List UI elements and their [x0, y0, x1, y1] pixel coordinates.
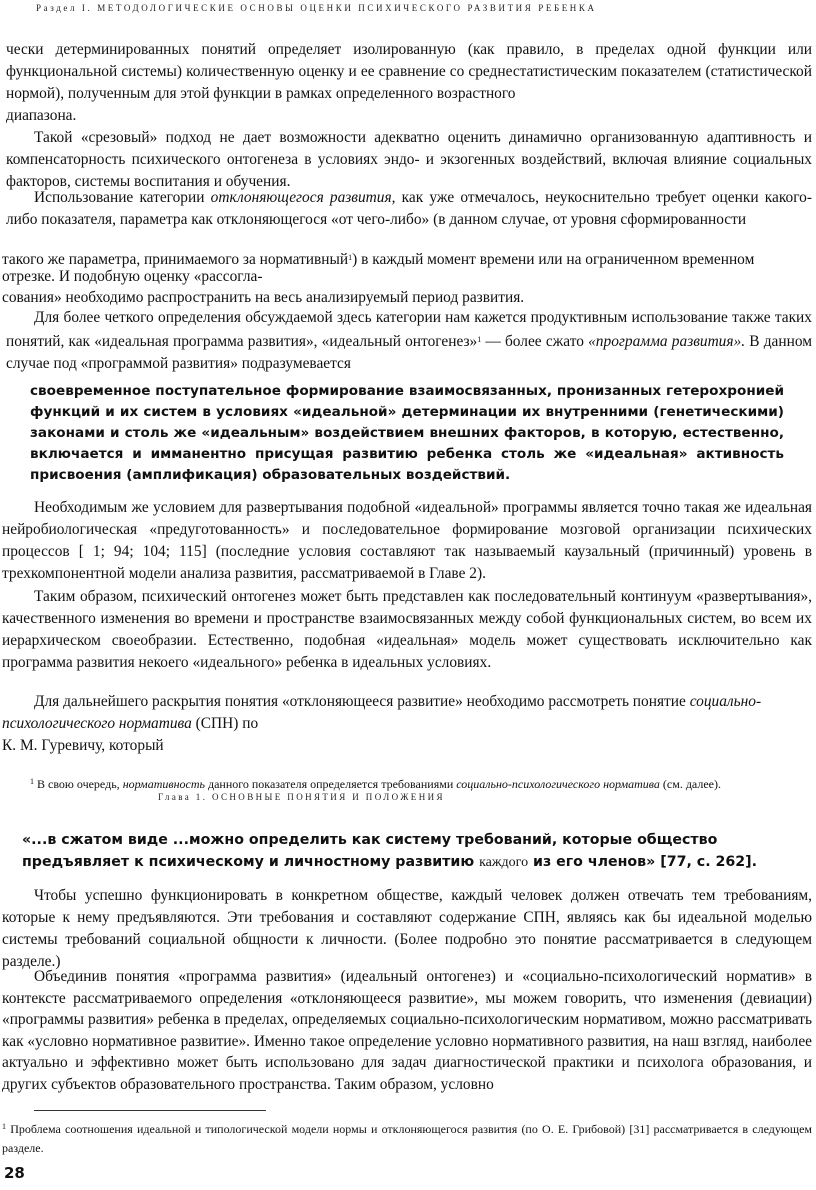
footnote-divider	[34, 1110, 266, 1111]
paragraph-4-emphasis: «программа развития».	[588, 333, 746, 350]
paragraph-3-emphasis: отклоняющегося развития,	[210, 189, 396, 206]
page-number: 28	[4, 1164, 25, 1182]
quote-block	[22, 829, 792, 874]
footnote-mid	[30, 772, 721, 794]
footnote-mid-mark: 1	[30, 777, 34, 786]
quote-plain-word: каждого	[479, 855, 529, 870]
paragraph-4	[6, 307, 812, 375]
paragraph-4-text-a: Для более четкого определения обсуждаемой здесь категории нам кажется продуктивным использование также таких понятий, как «идеальная программа развития», «идеальный онтогенез»	[6, 309, 812, 350]
paragraph-1	[6, 39, 812, 105]
footnote-bottom-text: Проблема соотношения идеальной и типологической модели нормы и отклоняющегося развития (по О. Е. Грибовой) [31] рассматривается в следующем разделе.	[2, 1122, 812, 1155]
paragraph-3-line-2-text: такого же параметра, принимаемого за нормативный	[2, 251, 349, 268]
paragraph-5: Необходимым же условием для развертывания подобной «идеальной» программы является точно такая же идеальная нейробиологическая «предуготованность» и последовательное формирование мозговой организации психических процессов [ 1; 94; 104; 115] (последние условия составляют так называемый каузальный (причинный) уровень в трехкомпонентной модели анализа развития, рассматриваемой в Главе 2).	[2, 499, 812, 582]
footnote-mid-emphasis-1: нормативность	[122, 777, 205, 791]
paragraph-2: Такой «срезовый» подход не дает возможности адекватно оценить динамично организованную адаптивность и компенсаторность психического онтогенеза в условиях эндо- и экзогенных воздействий, включая влияние социальных факторов, системы воспитания и обучения.	[6, 129, 812, 190]
paragraph-3	[6, 187, 812, 231]
paragraph-9: Объединив понятия «программа развития» (идеальный онтогенез) и «социально-психологический норматив» в контексте рассматриваемого определения «отклоняющееся развитие», мы можем говорить, что изменения (девиации) «программы развития» ребенка в пределах, определяемых социально-психологическим нормативом, можно рассматривать как «условно нормативное развитие». Именно такое определение условно нормативного развития, на наш взгляд, наиболее актуально и эффективно может быть использовано для задач диагностической практики и психолога образования, и других субъектов образовательного пространства. Таким образом, условно	[2, 968, 812, 1093]
paragraph-4-text-b: — более сжато	[481, 333, 589, 350]
paragraph-8: Чтобы успешно функционировать в конкретном обществе, каждый человек должен отвечать тем требованиям, которые к нему предъявляются. Эти требования и составляют содержание СПН, являясь как бы идеальной моделью системы требований социальной общности к личности. (Более подробно это понятие рассматривается в следующем разделе.)	[2, 887, 812, 970]
quote-text-a: «...в сжатом виде ...можно определить как систему требований, которые общество предъявляет к психическому и личностному развитию	[22, 832, 718, 870]
definition-block: своевременное поступательное формирование взаимосвязанных, пронизанных гетерохронией функций и их систем в условиях «идеальной» детерминации их внутренними (генетическими) законами и столь же «идеальным» воздействием внешних факторов, в которую, естественно, включается и имманентно присущая развитию ребенка столь же «идеальная» активность присвоения (амплификация) образовательных воздействий.	[30, 383, 784, 483]
paragraph-3-line-4: сования» необходимо распространить на весь анализируемый период развития.	[2, 289, 525, 306]
paragraph-7-term: социально-психологического норматива	[2, 693, 762, 732]
paragraph-7-line-2: К. М. Гуревичу, который	[2, 737, 164, 754]
paragraph-6: Таким образом, психический онтогенез может быть представлен как последовательный континуум «развертывания», качественного изменения во времени и пространстве взаимосвязанных между собой функциональных систем, во всем их иерархическом своеобразии. Естественно, подобная «идеальная» модель может существовать исключительно как программа развития некоего «идеального» ребенка в идеальных условиях.	[2, 588, 812, 671]
footnote-ref[interactable]: 1	[477, 335, 482, 344]
footnote-ref[interactable]: 1	[348, 253, 353, 262]
quote-text-b: из его членов» [77, с. 262].	[528, 854, 758, 870]
running-header-chapter: Глава 1. ОСНОВНЫЕ ПОНЯТИЯ И ПОЛОЖЕНИЯ	[158, 792, 445, 802]
paragraph-4-text-c: В данном случае под «программой развития» подразумевается	[6, 333, 812, 372]
footnote-mid-text-a: В свою очередь,	[34, 777, 123, 791]
paragraph-3-line-3: отрезке. И подобную оценку «рассогла-	[2, 268, 263, 285]
paragraph-7-text-b: (СПН) по	[191, 715, 259, 732]
paragraph-7-full	[2, 691, 812, 735]
footnote-bottom	[2, 1117, 812, 1158]
paragraph-7-spacer: Для дальнейшего раскрытия понятия «отклоняющееся развитие» необходимо рассмотреть понятие	[34, 693, 690, 710]
footnote-bottom-mark: 1	[2, 1122, 6, 1131]
footnote-mid-text-b: данного показателя определяется требованиями	[204, 777, 457, 791]
footnote-mid-text-c: (см. далее).	[659, 777, 721, 791]
paragraph-1-last-line: диапазона.	[6, 107, 77, 124]
paragraph-1-text: чески детерминированных понятий определяет изолированную (как правило, в пределах одной функции или функциональной системы) количественную оценку и ее сравнение со среднестатистическим показателем (статистической нормой), полученным для этой функции в рамках определенного возрастного	[6, 41, 812, 102]
running-header: Раздел I. МЕТОДОЛОГИЧЕСКИЕ ОСНОВЫ ОЦЕНКИ ПСИХИЧЕСКОГО РАЗВИТИЯ РЕБЕНКА	[36, 3, 597, 13]
paragraph-3-text-a: Использование категории	[34, 189, 211, 206]
footnote-mid-emphasis-2: социально-психологического норматива	[456, 777, 660, 791]
paragraph-3-text-b: как уже отмечалось, неукоснительно требует оценки какого-либо показателя, параметра как отклоняющегося «от чего-либо» (в данном случае, от уровня сформированности	[6, 189, 812, 228]
paragraph-3-line-2-end: ) в каждый момент времени или на ограниченном временном	[352, 251, 755, 268]
